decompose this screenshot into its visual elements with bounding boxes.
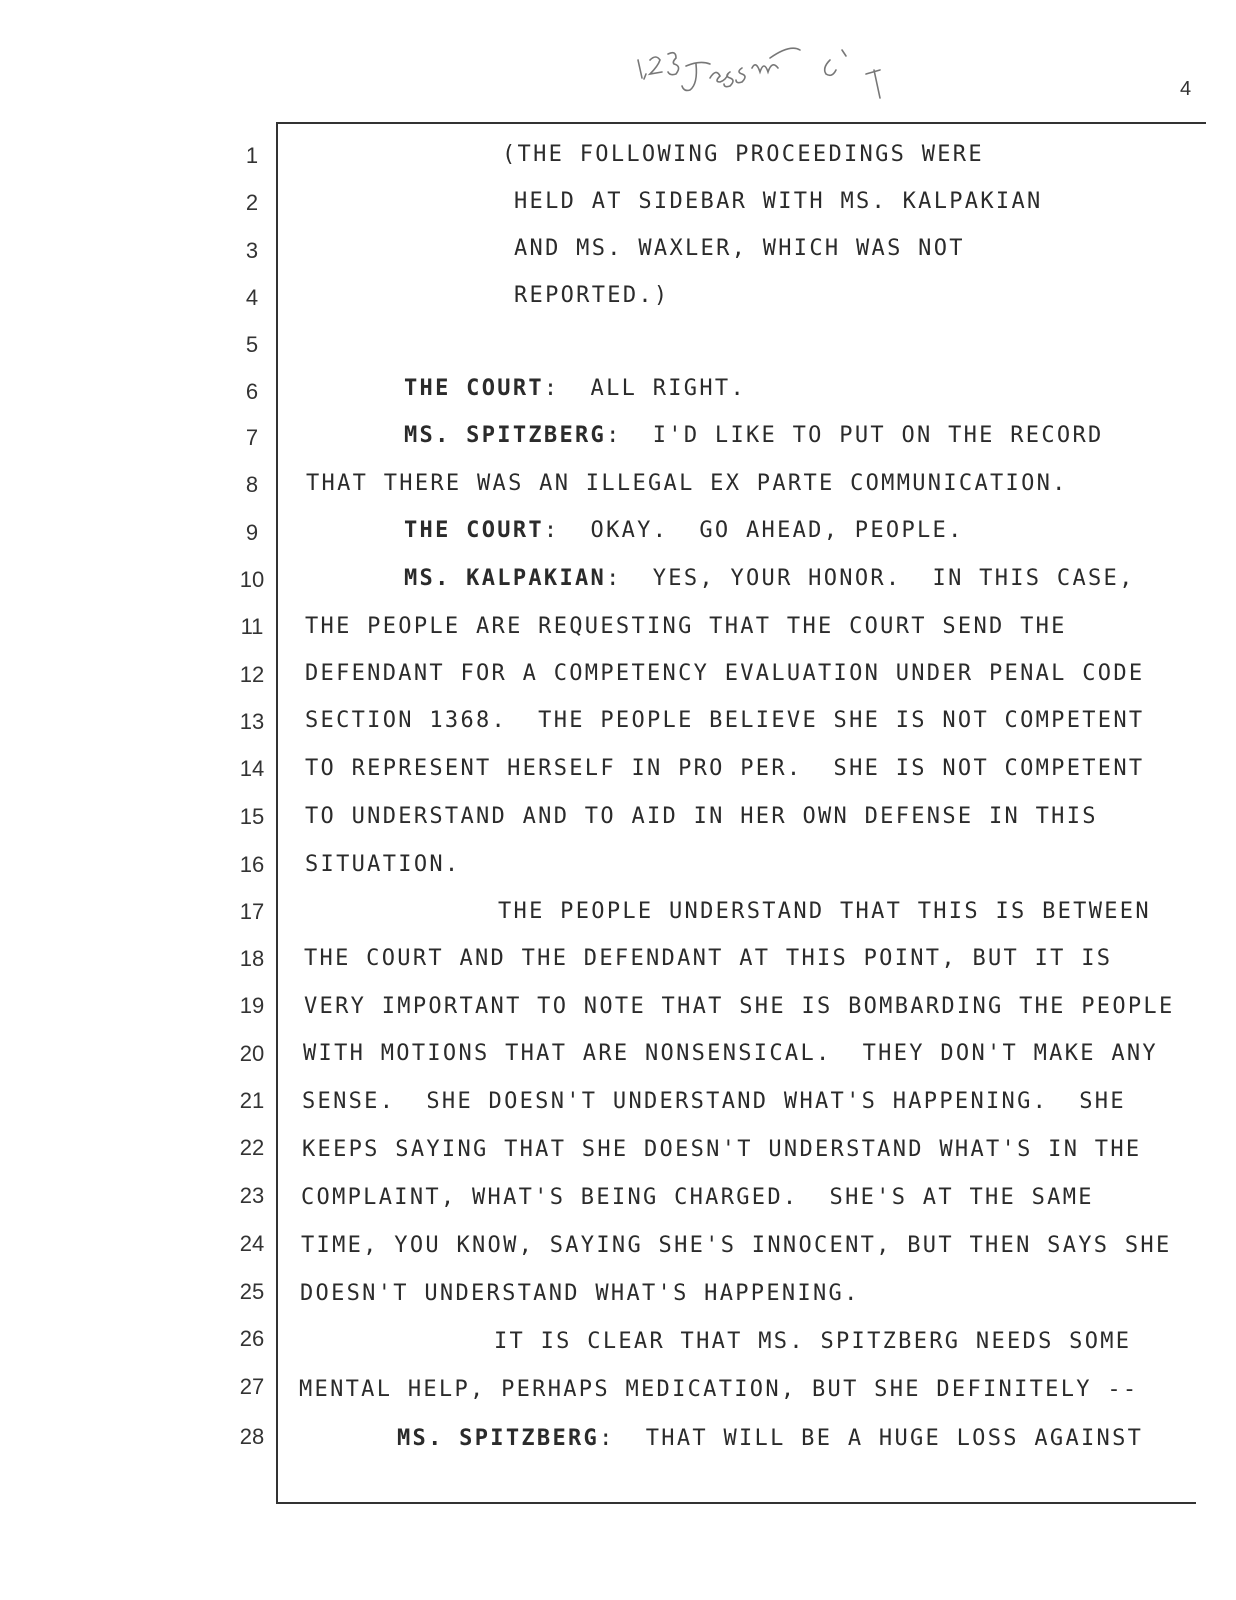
line-number: 14 [239, 756, 265, 781]
transcript-line: THE PEOPLE UNDERSTAND THAT THIS IS BETWEEN [498, 899, 1151, 924]
line-number: 17 [239, 899, 265, 924]
transcript-line: THE PEOPLE ARE REQUESTING THAT THE COURT SEND THE [305, 614, 1067, 639]
transcript-line: THE COURT: ALL RIGHT. [404, 376, 746, 401]
line-number: 21 [239, 1088, 265, 1113]
line-number: 2 [245, 190, 259, 215]
line-number: 24 [239, 1231, 265, 1256]
speaker-name: MS. SPITZBERG [397, 1426, 600, 1451]
line-number: 10 [239, 567, 265, 592]
handwritten-annotation [630, 40, 930, 120]
line-number: 12 [239, 662, 265, 687]
transcript-line: AND MS. WAXLER, WHICH WAS NOT [514, 236, 965, 261]
line-number: 28 [239, 1424, 265, 1449]
speaker-name: THE COURT [404, 376, 544, 401]
transcript-line: DEFENDANT FOR A COMPETENCY EVALUATION UNDER PENAL CODE [305, 661, 1145, 686]
line-number: 1 [245, 143, 259, 168]
transcript-line: TO UNDERSTAND AND TO AID IN HER OWN DEFENSE IN THIS [305, 804, 1098, 829]
line-number: 3 [245, 238, 259, 263]
transcript-line: HELD AT SIDEBAR WITH MS. KALPAKIAN [514, 189, 1043, 214]
line-number: 4 [245, 285, 259, 310]
line-number: 27 [239, 1374, 265, 1399]
transcript-line: VERY IMPORTANT TO NOTE THAT SHE IS BOMBARDING THE PEOPLE [304, 994, 1175, 1019]
transcript-line: TO REPRESENT HERSELF IN PRO PER. SHE IS NOT COMPETENT [305, 756, 1145, 781]
margin-rule-bottom [276, 1502, 1196, 1504]
transcript-line: MENTAL HELP, PERHAPS MEDICATION, BUT SHE DEFINITELY -- [299, 1377, 1139, 1402]
transcript-line: IT IS CLEAR THAT MS. SPITZBERG NEEDS SOME [494, 1329, 1132, 1354]
line-number: 15 [239, 804, 265, 829]
transcript-line: MS. SPITZBERG: I'D LIKE TO PUT ON THE RECORD [404, 423, 1104, 448]
line-number: 26 [239, 1326, 265, 1351]
transcript-line: (THE FOLLOWING PROCEEDINGS WERE [502, 142, 984, 167]
transcript-line: THAT THERE WAS AN ILLEGAL EX PARTE COMMUNICATION. [306, 471, 1068, 496]
line-number: 8 [245, 472, 259, 497]
transcript-line: WITH MOTIONS THAT ARE NONSENSICAL. THEY DON'T MAKE ANY [303, 1041, 1158, 1066]
transcript-line: MS. SPITZBERG: THAT WILL BE A HUGE LOSS AGAINST [397, 1426, 1144, 1451]
line-number: 7 [245, 425, 259, 450]
line-number: 16 [239, 852, 265, 877]
line-number: 5 [245, 332, 259, 357]
transcript-line: TIME, YOU KNOW, SAYING SHE'S INNOCENT, BUT THEN SAYS SHE [301, 1233, 1172, 1258]
transcript-line: SENSE. SHE DOESN'T UNDERSTAND WHAT'S HAPPENING. SHE [302, 1089, 1126, 1114]
transcript-line: SECTION 1368. THE PEOPLE BELIEVE SHE IS NOT COMPETENT [305, 708, 1145, 733]
speaker-name: THE COURT [404, 518, 544, 543]
line-number: 9 [245, 520, 259, 545]
line-number: 19 [239, 993, 265, 1018]
page-number: 4 [1180, 78, 1192, 100]
line-number: 23 [239, 1183, 265, 1208]
line-number: 11 [240, 614, 264, 639]
transcript-line: THE COURT AND THE DEFENDANT AT THIS POINT, BUT IT IS [304, 946, 1113, 971]
transcript-line: KEEPS SAYING THAT SHE DOESN'T UNDERSTAND WHAT'S IN THE [302, 1137, 1142, 1162]
line-number: 25 [239, 1279, 265, 1304]
speaker-name: MS. KALPAKIAN [404, 566, 607, 591]
margin-rule-top [276, 122, 1206, 124]
margin-rule-left [276, 122, 278, 1502]
transcript-line: SITUATION. [305, 852, 461, 877]
line-number: 22 [239, 1135, 265, 1160]
line-number: 18 [239, 946, 265, 971]
speaker-name: MS. SPITZBERG [404, 423, 607, 448]
line-number: 13 [239, 709, 265, 734]
transcript-line: REPORTED.) [514, 283, 670, 308]
transcript-line: THE COURT: OKAY. GO AHEAD, PEOPLE. [404, 518, 964, 543]
transcript-line: MS. KALPAKIAN: YES, YOUR HONOR. IN THIS CASE, [404, 566, 1135, 591]
line-number: 6 [245, 379, 259, 404]
transcript-line: COMPLAINT, WHAT'S BEING CHARGED. SHE'S AT THE SAME [301, 1185, 1094, 1210]
line-number: 20 [239, 1041, 265, 1066]
transcript-line: DOESN'T UNDERSTAND WHAT'S HAPPENING. [300, 1281, 860, 1306]
